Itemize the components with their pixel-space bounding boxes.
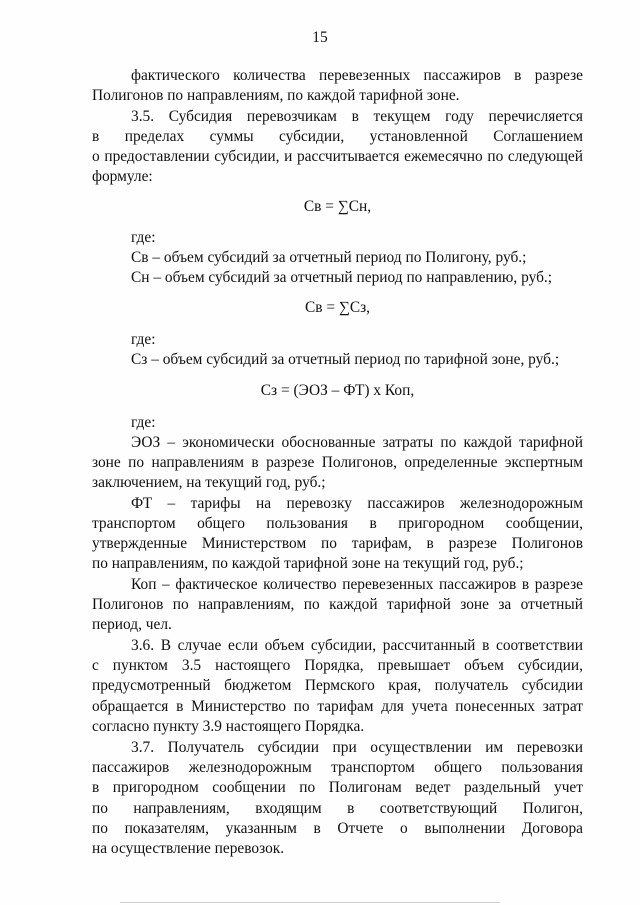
text-line: фактического количества перевезенных пассажиров в разрезе	[131, 67, 583, 84]
text-line: Полигонов по направлениям, по каждой тарифной зоне.	[92, 87, 460, 104]
formula: Св = ∑Сз,	[304, 299, 371, 316]
text-line: 3.6. В случае если объем субсидии, рассчитанный в соответствии	[131, 637, 583, 654]
text-line: о предоставлении субсидии, и рассчитывается ежемесячно по следующей	[92, 148, 583, 165]
page-number: 15	[312, 29, 328, 46]
text-line: в пределах суммы субсидии, установленной Соглашением	[92, 128, 583, 145]
text-line: транспортом общего пользования в пригородном сообщении,	[92, 515, 583, 532]
text-line: период, чел.	[92, 616, 172, 633]
text-line: согласно пункту 3.9 настоящего Порядка.	[92, 718, 365, 735]
text-line: где:	[131, 229, 156, 246]
text-line: Коп – фактическое количество перевезенных пассажиров в разрезе	[131, 576, 583, 593]
text-line: Сз – объем субсидий за отчетный период по тарифной зоне, руб.;	[131, 351, 560, 368]
text-line: где:	[131, 414, 156, 431]
text-line: в пригородном сообщении по Полигонам ведет раздельный учет	[92, 779, 583, 796]
text-line: формуле:	[92, 168, 153, 185]
text-line: 3.5. Субсидия перевозчикам в текущем году перечисляется	[131, 108, 583, 125]
text-line: по направлениям, входящим в соответствующий Полигон,	[92, 800, 583, 817]
text-line: где:	[131, 331, 156, 348]
text-line: по показателям, указанным в Отчете о выполнении Договора	[92, 820, 583, 837]
text-line: ЭОЗ – экономически обоснованные затраты по каждой тарифной	[131, 434, 583, 451]
text-line: Св – объем субсидий за отчетный период по Полигону, руб.;	[131, 249, 527, 266]
text-line: по направлениям, по каждой тарифной зоне на текущий год, руб.;	[92, 555, 524, 572]
text-line: Сн – объем субсидий за отчетный период по направлению, руб.;	[131, 269, 553, 286]
text-line: обращается в Министерство по тарифам для учета понесенных затрат	[92, 698, 583, 715]
scan-edge-divider	[120, 902, 500, 903]
formula: Сз = (ЭОЗ – ФТ) х Коп,	[260, 382, 415, 399]
text-line: с пунктом 3.5 настоящего Порядка, превышает объем субсидии,	[92, 657, 583, 674]
text-line: зоне по направлениям в разрезе Полигонов, определенные экспертным	[92, 454, 583, 471]
text-line: ФТ – тарифы на перевозку пассажиров железнодорожным	[131, 495, 583, 512]
text-line: пассажиров железнодорожным транспортом общего пользования	[92, 759, 583, 776]
formula: Св = ∑Сн,	[303, 198, 372, 215]
text-line: 3.7. Получатель субсидии при осуществлении им перевозки	[131, 739, 583, 756]
text-line: заключением, на текущий год, руб.;	[92, 474, 326, 491]
text-line: утвержденные Министерством по тарифам, в разрезе Полигонов	[92, 535, 583, 552]
text-line: предусмотренный бюджетом Пермского края, получатель субсидии	[92, 677, 583, 694]
text-line: Полигонов по направлениям, по каждой тарифной зоне за отчетный	[92, 596, 583, 613]
text-line: на осуществление перевозок.	[92, 840, 285, 857]
